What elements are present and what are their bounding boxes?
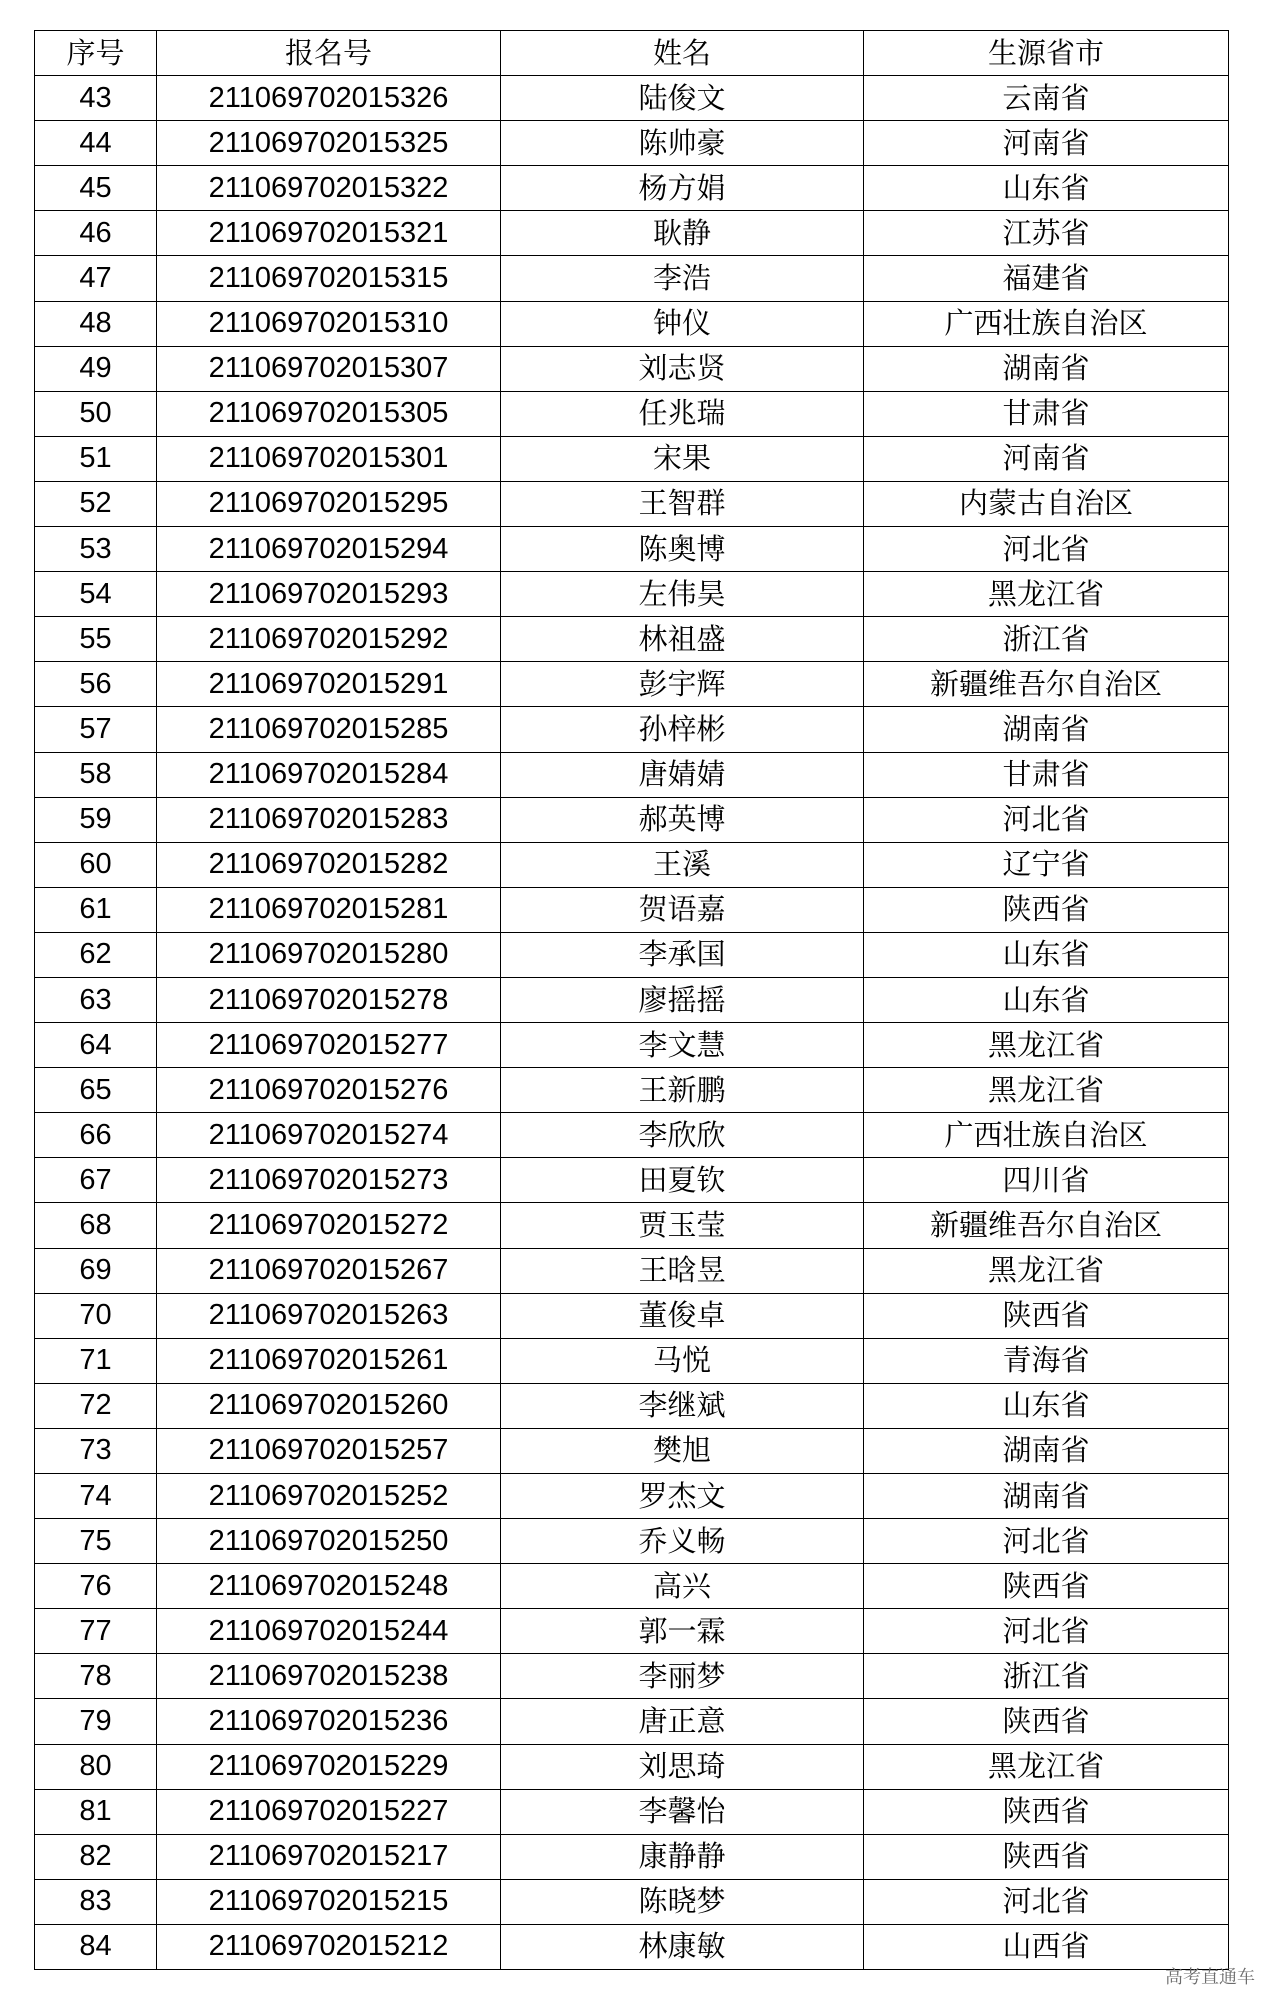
table-row — [35, 932, 1229, 977]
row-home-province: 湖南省 — [864, 1474, 1229, 1519]
row-home-province: 湖南省 — [864, 707, 1229, 752]
row-home-province: 浙江省 — [864, 1654, 1229, 1699]
table-row — [35, 1068, 1229, 1113]
row-home-province: 江苏省 — [864, 211, 1229, 256]
table-row — [35, 481, 1229, 526]
row-name: 董俊卓 — [501, 1293, 864, 1338]
row-registration-number: 211069702015310 — [157, 301, 501, 346]
row-name: 樊旭 — [501, 1428, 864, 1473]
row-home-province: 陕西省 — [864, 1564, 1229, 1609]
row-serial-number: 58 — [35, 752, 157, 797]
row-registration-number: 211069702015267 — [157, 1248, 501, 1293]
row-name: 高兴 — [501, 1564, 864, 1609]
row-registration-number: 211069702015217 — [157, 1834, 501, 1879]
row-registration-number: 211069702015250 — [157, 1519, 501, 1564]
row-serial-number: 43 — [35, 76, 157, 121]
row-serial-number: 55 — [35, 617, 157, 662]
row-registration-number: 211069702015272 — [157, 1203, 501, 1248]
row-serial-number: 73 — [35, 1428, 157, 1473]
row-serial-number: 50 — [35, 391, 157, 436]
table-row — [35, 1789, 1229, 1834]
row-home-province: 内蒙古自治区 — [864, 481, 1229, 526]
row-name: 刘思琦 — [501, 1744, 864, 1789]
row-serial-number: 67 — [35, 1158, 157, 1203]
table-row — [35, 1428, 1229, 1473]
table-row — [35, 1113, 1229, 1158]
row-name: 林康敏 — [501, 1924, 864, 1969]
table-row — [35, 1383, 1229, 1428]
row-name: 宋果 — [501, 436, 864, 481]
row-registration-number: 211069702015244 — [157, 1609, 501, 1654]
row-registration-number: 211069702015294 — [157, 527, 501, 572]
row-serial-number: 64 — [35, 1023, 157, 1068]
watermark-text: 高考直通车 — [1165, 1967, 1255, 1988]
roster-body — [35, 76, 1229, 1970]
row-home-province: 辽宁省 — [864, 842, 1229, 887]
row-registration-number: 211069702015325 — [157, 121, 501, 166]
row-name: 乔义畅 — [501, 1519, 864, 1564]
row-serial-number: 47 — [35, 256, 157, 301]
row-registration-number: 211069702015307 — [157, 346, 501, 391]
table-row — [35, 1744, 1229, 1789]
row-name: 田夏钦 — [501, 1158, 864, 1203]
row-home-province: 黑龙江省 — [864, 1248, 1229, 1293]
row-serial-number: 52 — [35, 481, 157, 526]
row-name: 林祖盛 — [501, 617, 864, 662]
row-serial-number: 56 — [35, 662, 157, 707]
row-home-province: 山东省 — [864, 977, 1229, 1022]
table-row — [35, 1293, 1229, 1338]
table-row — [35, 1203, 1229, 1248]
table-row — [35, 752, 1229, 797]
row-serial-number: 78 — [35, 1654, 157, 1699]
row-serial-number: 75 — [35, 1519, 157, 1564]
row-home-province: 甘肃省 — [864, 752, 1229, 797]
table-row — [35, 1474, 1229, 1519]
row-registration-number: 211069702015274 — [157, 1113, 501, 1158]
row-home-province: 湖南省 — [864, 346, 1229, 391]
row-home-province: 陕西省 — [864, 1789, 1229, 1834]
row-name: 李文慧 — [501, 1023, 864, 1068]
row-serial-number: 53 — [35, 527, 157, 572]
row-home-province: 河北省 — [864, 1519, 1229, 1564]
row-name: 唐婧婧 — [501, 752, 864, 797]
row-home-province: 黑龙江省 — [864, 1068, 1229, 1113]
row-home-province: 新疆维吾尔自治区 — [864, 662, 1229, 707]
row-name: 王新鹏 — [501, 1068, 864, 1113]
row-registration-number: 211069702015283 — [157, 797, 501, 842]
roster-table — [34, 30, 1229, 1970]
row-name: 李馨怡 — [501, 1789, 864, 1834]
row-home-province: 山东省 — [864, 932, 1229, 977]
row-registration-number: 211069702015284 — [157, 752, 501, 797]
table-row — [35, 301, 1229, 346]
row-home-province: 陕西省 — [864, 1699, 1229, 1744]
row-serial-number: 68 — [35, 1203, 157, 1248]
row-serial-number: 69 — [35, 1248, 157, 1293]
row-registration-number: 211069702015295 — [157, 481, 501, 526]
row-home-province: 青海省 — [864, 1338, 1229, 1383]
table-row — [35, 527, 1229, 572]
row-registration-number: 211069702015291 — [157, 662, 501, 707]
row-name: 罗杰文 — [501, 1474, 864, 1519]
row-registration-number: 211069702015305 — [157, 391, 501, 436]
table-row — [35, 76, 1229, 121]
row-serial-number: 70 — [35, 1293, 157, 1338]
table-row — [35, 842, 1229, 887]
row-name: 彭宇辉 — [501, 662, 864, 707]
row-registration-number: 211069702015326 — [157, 76, 501, 121]
row-registration-number: 211069702015212 — [157, 1924, 501, 1969]
row-registration-number: 211069702015252 — [157, 1474, 501, 1519]
table-row — [35, 1023, 1229, 1068]
header-row — [35, 31, 1229, 76]
row-serial-number: 65 — [35, 1068, 157, 1113]
table-row — [35, 1564, 1229, 1609]
row-home-province: 河北省 — [864, 527, 1229, 572]
row-registration-number: 211069702015321 — [157, 211, 501, 256]
row-home-province: 广西壮族自治区 — [864, 1113, 1229, 1158]
row-home-province: 河北省 — [864, 1609, 1229, 1654]
roster-sheet — [34, 30, 1228, 1970]
table-row — [35, 256, 1229, 301]
row-name: 李承国 — [501, 932, 864, 977]
row-name: 陆俊文 — [501, 76, 864, 121]
table-row — [35, 211, 1229, 256]
row-name: 马悦 — [501, 1338, 864, 1383]
row-registration-number: 211069702015315 — [157, 256, 501, 301]
table-row — [35, 797, 1229, 842]
header-name: 姓名 — [501, 31, 864, 76]
row-registration-number: 211069702015227 — [157, 1789, 501, 1834]
row-name: 陈晓梦 — [501, 1879, 864, 1924]
row-serial-number: 79 — [35, 1699, 157, 1744]
row-home-province: 陕西省 — [864, 1834, 1229, 1879]
row-home-province: 陕西省 — [864, 1293, 1229, 1338]
table-row — [35, 166, 1229, 211]
row-home-province: 河南省 — [864, 121, 1229, 166]
row-registration-number: 211069702015301 — [157, 436, 501, 481]
row-name: 郭一霖 — [501, 1609, 864, 1654]
row-registration-number: 211069702015276 — [157, 1068, 501, 1113]
row-registration-number: 211069702015322 — [157, 166, 501, 211]
row-serial-number: 80 — [35, 1744, 157, 1789]
row-name: 郝英博 — [501, 797, 864, 842]
row-serial-number: 44 — [35, 121, 157, 166]
row-name: 王智群 — [501, 481, 864, 526]
row-home-province: 新疆维吾尔自治区 — [864, 1203, 1229, 1248]
row-registration-number: 211069702015257 — [157, 1428, 501, 1473]
table-row — [35, 662, 1229, 707]
row-registration-number: 211069702015229 — [157, 1744, 501, 1789]
row-name: 耿静 — [501, 211, 864, 256]
row-registration-number: 211069702015282 — [157, 842, 501, 887]
row-registration-number: 211069702015236 — [157, 1699, 501, 1744]
row-registration-number: 211069702015292 — [157, 617, 501, 662]
row-name: 王溪 — [501, 842, 864, 887]
row-registration-number: 211069702015260 — [157, 1383, 501, 1428]
row-name: 唐正意 — [501, 1699, 864, 1744]
row-serial-number: 81 — [35, 1789, 157, 1834]
row-home-province: 福建省 — [864, 256, 1229, 301]
row-registration-number: 211069702015248 — [157, 1564, 501, 1609]
table-row — [35, 1654, 1229, 1699]
row-name: 陈奥博 — [501, 527, 864, 572]
row-serial-number: 57 — [35, 707, 157, 752]
row-name: 陈帅豪 — [501, 121, 864, 166]
row-registration-number: 211069702015278 — [157, 977, 501, 1022]
row-name: 刘志贤 — [501, 346, 864, 391]
row-name: 孙梓彬 — [501, 707, 864, 752]
row-home-province: 陕西省 — [864, 887, 1229, 932]
table-row — [35, 617, 1229, 662]
row-serial-number: 48 — [35, 301, 157, 346]
row-name: 杨方娟 — [501, 166, 864, 211]
table-row — [35, 1519, 1229, 1564]
table-row — [35, 346, 1229, 391]
row-registration-number: 211069702015261 — [157, 1338, 501, 1383]
row-registration-number: 211069702015281 — [157, 887, 501, 932]
row-name: 李浩 — [501, 256, 864, 301]
row-registration-number: 211069702015285 — [157, 707, 501, 752]
row-registration-number: 211069702015277 — [157, 1023, 501, 1068]
row-serial-number: 63 — [35, 977, 157, 1022]
table-row — [35, 1158, 1229, 1203]
row-name: 康静静 — [501, 1834, 864, 1879]
table-row — [35, 436, 1229, 481]
table-row — [35, 121, 1229, 166]
row-home-province: 黑龙江省 — [864, 1744, 1229, 1789]
table-row — [35, 887, 1229, 932]
row-serial-number: 84 — [35, 1924, 157, 1969]
row-name: 贺语嘉 — [501, 887, 864, 932]
row-name: 李丽梦 — [501, 1654, 864, 1699]
table-row — [35, 1879, 1229, 1924]
row-registration-number: 211069702015280 — [157, 932, 501, 977]
table-row — [35, 1248, 1229, 1293]
row-home-province: 黑龙江省 — [864, 1023, 1229, 1068]
row-serial-number: 74 — [35, 1474, 157, 1519]
row-home-province: 河南省 — [864, 436, 1229, 481]
header-home-province: 生源省市 — [864, 31, 1229, 76]
row-name: 任兆瑞 — [501, 391, 864, 436]
table-row — [35, 1699, 1229, 1744]
row-home-province: 浙江省 — [864, 617, 1229, 662]
row-registration-number: 211069702015215 — [157, 1879, 501, 1924]
row-serial-number: 49 — [35, 346, 157, 391]
row-serial-number: 51 — [35, 436, 157, 481]
row-serial-number: 83 — [35, 1879, 157, 1924]
row-home-province: 山西省 — [864, 1924, 1229, 1969]
table-row — [35, 1609, 1229, 1654]
row-name: 贾玉莹 — [501, 1203, 864, 1248]
row-serial-number: 82 — [35, 1834, 157, 1879]
row-serial-number: 77 — [35, 1609, 157, 1654]
row-serial-number: 62 — [35, 932, 157, 977]
row-serial-number: 71 — [35, 1338, 157, 1383]
row-registration-number: 211069702015263 — [157, 1293, 501, 1338]
row-serial-number: 60 — [35, 842, 157, 887]
table-row — [35, 391, 1229, 436]
row-serial-number: 61 — [35, 887, 157, 932]
table-row — [35, 572, 1229, 617]
table-row — [35, 1338, 1229, 1383]
table-row — [35, 977, 1229, 1022]
row-name: 廖摇摇 — [501, 977, 864, 1022]
header-serial-number: 序号 — [35, 31, 157, 76]
row-home-province: 山东省 — [864, 166, 1229, 211]
row-home-province: 云南省 — [864, 76, 1229, 121]
row-home-province: 四川省 — [864, 1158, 1229, 1203]
row-name: 李继斌 — [501, 1383, 864, 1428]
row-home-province: 湖南省 — [864, 1428, 1229, 1473]
row-registration-number: 211069702015273 — [157, 1158, 501, 1203]
row-serial-number: 76 — [35, 1564, 157, 1609]
row-registration-number: 211069702015238 — [157, 1654, 501, 1699]
row-home-province: 河北省 — [864, 1879, 1229, 1924]
row-name: 钟仪 — [501, 301, 864, 346]
row-serial-number: 66 — [35, 1113, 157, 1158]
row-serial-number: 59 — [35, 797, 157, 842]
table-row — [35, 1924, 1229, 1969]
row-home-province: 河北省 — [864, 797, 1229, 842]
row-name: 左伟昊 — [501, 572, 864, 617]
row-name: 李欣欣 — [501, 1113, 864, 1158]
row-serial-number: 72 — [35, 1383, 157, 1428]
row-name: 王晗昱 — [501, 1248, 864, 1293]
row-serial-number: 45 — [35, 166, 157, 211]
table-row — [35, 1834, 1229, 1879]
header-registration-number: 报名号 — [157, 31, 501, 76]
row-serial-number: 46 — [35, 211, 157, 256]
row-home-province: 广西壮族自治区 — [864, 301, 1229, 346]
row-home-province: 山东省 — [864, 1383, 1229, 1428]
row-home-province: 甘肃省 — [864, 391, 1229, 436]
row-serial-number: 54 — [35, 572, 157, 617]
table-row — [35, 707, 1229, 752]
row-registration-number: 211069702015293 — [157, 572, 501, 617]
row-home-province: 黑龙江省 — [864, 572, 1229, 617]
